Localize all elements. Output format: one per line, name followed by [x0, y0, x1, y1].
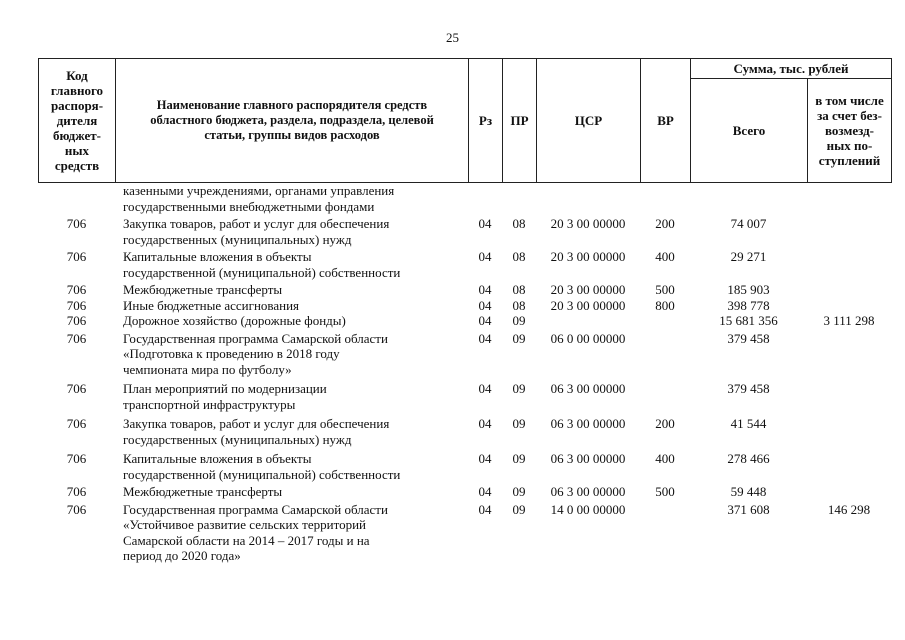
cell-name-line: государственных (муниципальных) нужд — [123, 231, 352, 247]
table-body — [38, 183, 891, 564]
cell-name — [115, 298, 468, 314]
cell-total — [690, 183, 807, 214]
cell-csr: 06 3 00 00000 — [550, 484, 626, 499]
cell-vr — [640, 183, 690, 214]
cell-pr: 09 — [512, 416, 526, 431]
cell-total: 371 608 — [727, 501, 770, 517]
cell-name-line: чемпионата мира по футболу» — [123, 361, 292, 377]
cell-name-line: «Устойчивое развитие сельских территорий — [123, 517, 367, 532]
cell-rz: 04 — [478, 484, 492, 499]
cell-csr: 06 0 00 00000 — [550, 330, 626, 346]
cell-total: 41 544 — [730, 416, 767, 431]
cell-free — [807, 381, 891, 412]
cell-name-line: Закупка товаров, работ и услуг для обеспечения — [123, 416, 390, 431]
cell-pr: 08 — [512, 297, 526, 313]
cell-name-line: Капитальные вложения в объекты — [123, 451, 312, 466]
cell-vr: 400 — [655, 249, 675, 264]
cell-rz: 04 — [478, 249, 492, 264]
header-sum-group: Сумма, тыс. рублей — [691, 59, 892, 79]
cell-csr: 20 3 00 00000 — [550, 216, 626, 231]
cell-pr: 09 — [512, 451, 526, 466]
cell-code: 706 — [66, 501, 87, 517]
cell-code: 706 — [66, 381, 87, 396]
cell-free: 146 298 — [827, 501, 871, 517]
cell-name-line: Самарской области на 2014 – 2017 годы и на — [123, 532, 370, 548]
cell-total: 278 466 — [727, 451, 770, 466]
table-row — [38, 451, 891, 482]
cell-vr — [640, 381, 690, 412]
cell-total: 185 903 — [727, 282, 770, 297]
table-row — [38, 298, 891, 314]
cell-vr — [640, 331, 690, 378]
cell-name-line: Межбюджетные трансферты — [123, 282, 283, 297]
cell-pr: 08 — [512, 249, 526, 264]
cell-name-line: «Подготовка к проведению в 2018 году — [123, 346, 340, 361]
cell-name-line: государственной (муниципальной) собственности — [123, 466, 401, 482]
cell-name-line: Иные бюджетные ассигнования — [123, 297, 300, 313]
header-code: Код главного распоря-дителя бюджет-ных средств — [39, 59, 116, 183]
cell-free — [807, 298, 891, 314]
cell-vr: 200 — [655, 416, 675, 431]
cell-free — [807, 249, 891, 280]
table-row — [38, 313, 891, 329]
cell-rz: 04 — [478, 501, 492, 517]
header-rz: Рз — [469, 59, 503, 183]
cell-name-line: Государственная программа Самарской области — [123, 501, 388, 517]
cell-rz: 04 — [478, 381, 492, 396]
cell-name — [115, 416, 468, 447]
cell-vr — [640, 313, 690, 329]
cell-name-line: Межбюджетные трансферты — [123, 484, 283, 499]
cell-code: 706 — [66, 451, 87, 466]
cell-name-line: государственной (муниципальной) собственности — [123, 264, 401, 280]
page-number: 25 — [446, 30, 459, 45]
header-name: Наименование главного распорядителя средств областного бюджета, раздела, подраздела, целевой статьи, группы видов расходов — [116, 59, 469, 183]
cell-total: 379 458 — [727, 381, 770, 396]
cell-pr: 09 — [512, 484, 526, 499]
cell-code: 706 — [66, 416, 87, 431]
cell-vr: 500 — [655, 484, 675, 499]
cell-pr: 09 — [512, 501, 526, 517]
header-vr: ВР — [641, 59, 691, 183]
cell-vr: 800 — [655, 297, 675, 313]
cell-name — [115, 249, 468, 280]
cell-name — [115, 451, 468, 482]
cell-total: 59 448 — [730, 484, 767, 499]
cell-rz: 04 — [478, 451, 492, 466]
cell-free — [807, 216, 891, 247]
table-row — [38, 381, 891, 412]
cell-free — [807, 484, 891, 500]
cell-code: 706 — [66, 330, 87, 346]
cell-csr — [536, 313, 640, 329]
cell-pr: 09 — [512, 381, 526, 396]
cell-name-line: государственными внебюджетными фондами — [123, 198, 375, 214]
cell-total: 74 007 — [730, 216, 767, 231]
cell-csr: 06 3 00 00000 — [550, 381, 626, 396]
cell-name — [115, 502, 468, 564]
cell-csr: 06 3 00 00000 — [550, 416, 626, 431]
cell-csr: 14 0 00 00000 — [550, 501, 626, 517]
cell-csr: 20 3 00 00000 — [550, 297, 626, 313]
cell-name-line: Государственная программа Самарской области — [123, 330, 388, 346]
cell-pr — [502, 183, 536, 214]
cell-name — [115, 331, 468, 378]
cell-name — [115, 216, 468, 247]
cell-rz — [468, 183, 502, 214]
cell-free: 3 111 298 — [823, 313, 875, 328]
cell-code: 706 — [66, 216, 87, 231]
cell-name — [115, 313, 468, 329]
table-row — [38, 183, 891, 214]
header-free: в том числе за счет без-возмезд-ных по-ступлений — [808, 79, 892, 183]
cell-free — [807, 282, 891, 298]
cell-code: 706 — [66, 297, 87, 313]
cell-total: 29 271 — [730, 249, 767, 264]
table-header — [38, 58, 892, 183]
cell-vr: 500 — [655, 282, 675, 297]
cell-name-line: План мероприятий по модернизации — [123, 381, 327, 396]
cell-name-line: Дорожное хозяйство (дорожные фонды) — [123, 313, 346, 328]
header-csr: ЦСР — [537, 59, 641, 183]
cell-csr: 20 3 00 00000 — [550, 249, 626, 264]
cell-free — [807, 416, 891, 447]
cell-code: 706 — [66, 484, 87, 499]
cell-rz: 04 — [478, 330, 492, 346]
cell-csr: 20 3 00 00000 — [550, 282, 626, 297]
cell-free — [807, 451, 891, 482]
cell-code — [38, 183, 115, 214]
cell-code: 706 — [66, 282, 87, 297]
cell-total: 379 458 — [727, 330, 770, 346]
cell-rz: 04 — [478, 313, 492, 328]
cell-name — [115, 381, 468, 412]
cell-name-line: период до 2020 года» — [123, 548, 241, 563]
cell-vr — [640, 502, 690, 564]
cell-vr: 400 — [655, 451, 675, 466]
cell-name — [115, 183, 468, 214]
cell-rz: 04 — [478, 416, 492, 431]
cell-code: 706 — [66, 249, 87, 264]
cell-rz: 04 — [478, 297, 492, 313]
cell-pr: 08 — [512, 282, 526, 297]
cell-name — [115, 282, 468, 298]
cell-name-line: Капитальные вложения в объекты — [123, 249, 312, 264]
cell-code: 706 — [66, 313, 87, 328]
table-row — [38, 416, 891, 447]
table-row — [38, 502, 891, 564]
cell-name-line: транспортной инфраструктуры — [123, 396, 296, 412]
cell-csr — [536, 183, 640, 214]
table-row — [38, 216, 891, 247]
cell-name-line: государственных (муниципальных) нужд — [123, 431, 352, 447]
cell-name — [115, 484, 468, 500]
table-row — [38, 484, 891, 500]
cell-pr: 09 — [512, 330, 526, 346]
header-pr: ПР — [503, 59, 537, 183]
cell-rz: 04 — [478, 282, 492, 297]
cell-pr: 09 — [512, 313, 526, 328]
table-row — [38, 331, 891, 378]
cell-name-line: казенными учреждениями, органами управления — [123, 183, 395, 198]
cell-free — [807, 331, 891, 378]
cell-name-line: Закупка товаров, работ и услуг для обеспечения — [123, 216, 390, 231]
cell-rz: 04 — [478, 216, 492, 231]
cell-pr: 08 — [512, 216, 526, 231]
header-total: Всего — [691, 79, 808, 183]
cell-total: 15 681 356 — [719, 313, 778, 328]
cell-csr: 06 3 00 00000 — [550, 451, 626, 466]
cell-total: 398 778 — [727, 297, 770, 313]
cell-free — [807, 183, 891, 214]
table-row — [38, 249, 891, 280]
cell-vr: 200 — [655, 216, 675, 231]
table-row — [38, 282, 891, 298]
